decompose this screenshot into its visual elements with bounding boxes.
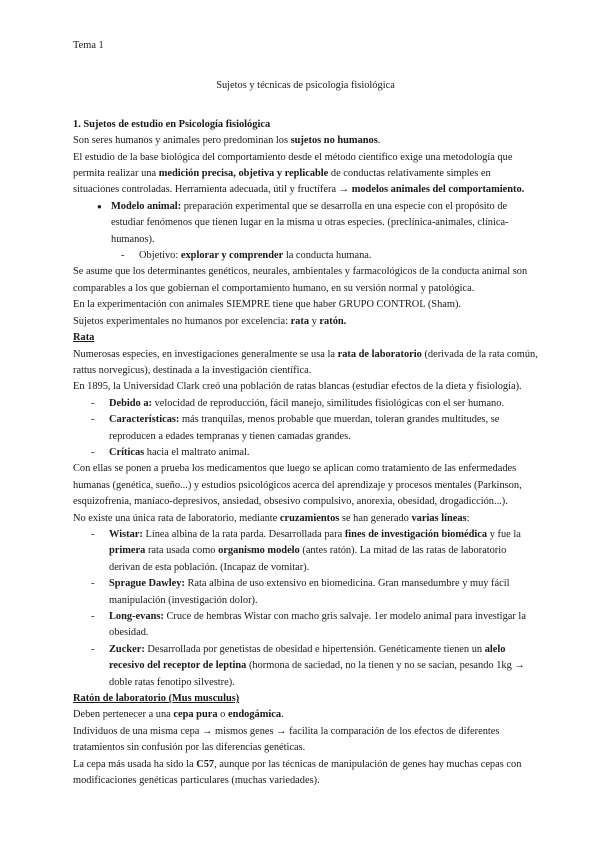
paragraph: Deben pertenecer a una cepa pura o endogámica. bbox=[73, 709, 284, 721]
bullet-list bbox=[73, 199, 538, 248]
list-item: - Zucker: Desarrollada por genetistas de obesidad e hipertensión. Genéticamente tienen un alelo recesivo del receptor de leptina (hormona de saciedad, no la tienen y no se sacian, pesando 1kg → doble ratas fenotipo silvestre). bbox=[91, 642, 538, 691]
list-item: - Sprague Dawley: Rata albina de uso extensivo en biomedicina. Gran mansedumbre y muy fácil manipulación (investigación dolor). bbox=[91, 576, 538, 609]
strain-list bbox=[73, 527, 538, 691]
page-header: Tema 1 bbox=[73, 40, 104, 51]
list-item: - Long-evans: Cruce de hembras Wistar con macho gris salvaje. 1er modelo animal para investigar la obesidad. bbox=[91, 609, 538, 642]
section-heading-raton: Ratón de laboratorio (Mus musculus) bbox=[73, 693, 240, 705]
list-item: - Wistar: Línea albina de la rata parda. Desarrollada para fines de investigación biomédica y fue la primera rata usada como organismo modelo (antes ratón). La mitad de las ratas de laboratorio derivan de esta población. (Incapaz de vomitar). bbox=[91, 527, 538, 576]
sub-list bbox=[73, 248, 538, 264]
list-item: - Debido a: velocidad de reproducción, fácil manejo, similitudes fisiológicas con el ser humano. bbox=[91, 396, 538, 412]
section-heading-rata: Rata bbox=[73, 332, 95, 344]
paragraph: Individuos de una misma cepa → mismos genes → facilita la comparación de los efectos de diferentes tratamientos sin confusión por las diferencias genéticas. bbox=[73, 725, 500, 754]
section-heading-sujetos: 1. Sujetos de estudio en Psicología fisiológica bbox=[73, 118, 271, 130]
paragraph: Son seres humanos y animales pero predominan los sujetos no humanos. bbox=[73, 135, 381, 147]
list-item: - Características: más tranquilas, menos probable que muerdan, toleran grandes multitudes, se reproducen a edades tempranas y tienen camadas grandes. bbox=[91, 412, 538, 445]
paragraph: Sujetos experimentales no humanos por excelencia: rata y ratón. bbox=[73, 315, 347, 327]
paragraph: No existe una única rata de laboratorio, mediante cruzamientos se han generado varias líneas: bbox=[73, 512, 470, 524]
paragraph: Se asume que los determinantes genéticos, neurales, ambientales y farmacológicos de la conducta animal son comparables a los que gobiernan el comportamiento humano, en su versión normal y patológica. bbox=[73, 266, 528, 294]
page-title: Sujetos y técnicas de psicología fisiológica bbox=[216, 80, 395, 92]
list-item: - Críticas hacia el maltrato animal. bbox=[91, 445, 538, 461]
list-item: ● Modelo animal: preparación experimental que se desarrolla en una especie con el propósito de estudiar fenómenos que tienen lugar en la misma u otras especies. (preclínica-animales, clínica-humanos). bbox=[97, 199, 538, 248]
dash-list bbox=[73, 396, 538, 462]
paragraph: Con ellas se ponen a prueba los medicamentos que luego se aplican como tratamiento de las enfermedades humanas (genética, sueño...) y estudios psicológicos acerca del aprendizaje y procesos mentales (Parkinson, esquizofrenia, maníaco-depresivos, ansiedad, obsesivo compulsivo, anorexia, obesidad, drogadicción...). bbox=[73, 463, 522, 508]
paragraph: La cepa más usada ha sido la C57, aunque por las técnicas de manipulación de genes hay muchas cepas con modificaciones genéticas particulares (muchas variedades). bbox=[73, 758, 522, 787]
paragraph: En la experimentación con animales SIEMPRE tiene que haber GRUPO CONTROL (Sham). bbox=[73, 299, 462, 311]
paragraph: El estudio de la base biológica del comportamiento desde el método científico exige una metodología que permita realizar una medición precisa, objetiva y replicable de conductas relativamente simples en situaciones controladas. Herramienta adecuada, útil y fructífera → modelos animales del comportamiento. bbox=[73, 151, 525, 196]
paragraph: En 1895, la Universidad Clark creó una población de ratas blancas (estudiar efectos de la dieta y fisiología). bbox=[73, 381, 522, 393]
list-item: - Objetivo: explorar y comprender la conducta humana. bbox=[121, 248, 538, 264]
paragraph: Numerosas especies, en investigaciones generalmente se usa la rata de laboratorio (derivada de la rata común, rattus norvegicus), destinada a la investigación científica. bbox=[73, 348, 538, 376]
